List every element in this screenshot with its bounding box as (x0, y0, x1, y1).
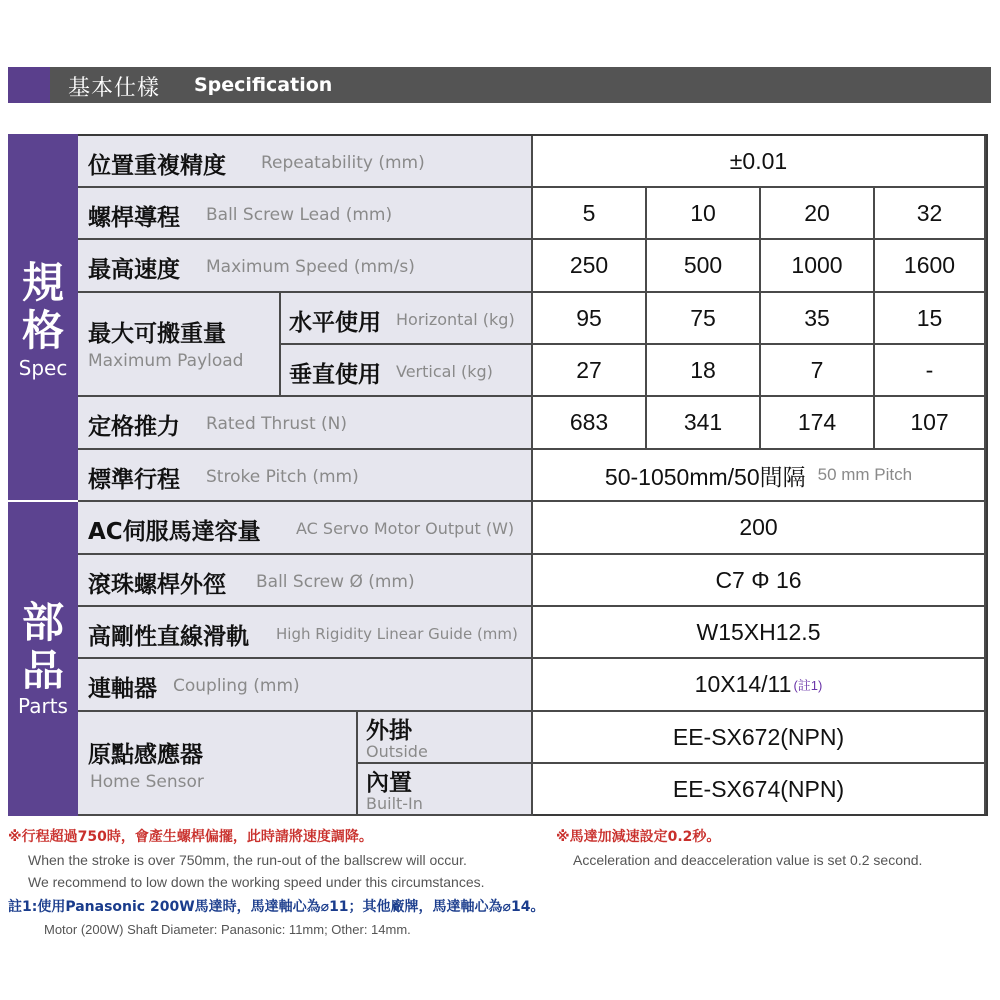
label-repeatability (78, 136, 533, 188)
label-lead (78, 188, 533, 240)
motor-label-zh: AC伺服馬達容量 (88, 519, 261, 545)
horizontal-label-zh: 水平使用 (289, 310, 381, 336)
spec-side-char-1: 規 (21, 258, 64, 307)
value-coupling (533, 659, 986, 712)
note-stroke-en-2: We recommend to low down the working speed under this circumstances. (28, 874, 485, 890)
builtin-label-en: Built-In (366, 794, 423, 813)
banner-title-en: Specification (194, 74, 333, 96)
horizontal-label-en: Horizontal (kg) (396, 310, 515, 329)
value-thrust-3: 174 (761, 397, 875, 450)
value-ball-screw: C7 Φ 16 (533, 555, 986, 607)
value-horizontal-1: 95 (533, 293, 647, 345)
value-horizontal-4: 15 (875, 293, 986, 345)
value-thrust-2: 341 (647, 397, 761, 450)
thrust-label-en: Rated Thrust (N) (206, 414, 348, 434)
label-thrust (78, 397, 533, 450)
value-vertical-4: - (875, 345, 986, 397)
parts-side-label (8, 502, 78, 816)
value-motor: 200 (533, 502, 986, 555)
label-payload-horizontal (281, 293, 533, 345)
builtin-label-zh: 內置 (366, 770, 412, 796)
note-accel-zh: ※馬達加減速設定0.2秒。 (556, 829, 721, 845)
note-1-en: Motor (200W) Shaft Diameter: Panasonic: 11mm; Other: 14mm. (44, 922, 411, 937)
outside-label-zh: 外掛 (366, 718, 412, 744)
value-speed-1: 250 (533, 240, 647, 293)
repeatability-label-en: Repeatability (mm) (261, 153, 425, 173)
sensor-label-zh: 原點感應器 (88, 742, 203, 768)
label-sensor-builtin (358, 764, 533, 816)
value-vertical-2: 18 (647, 345, 761, 397)
thrust-label-zh: 定格推力 (88, 414, 180, 440)
note-1-zh: 註1:使用Panasonic 200W馬達時，馬達軸心為⌀11；其他廠牌，馬達軸心為⌀14。 (8, 899, 545, 915)
value-speed-2: 500 (647, 240, 761, 293)
coupling-label-en: Coupling (mm) (173, 676, 300, 696)
motor-label-en: AC Servo Motor Output (W) (296, 519, 515, 538)
label-motor (78, 502, 533, 555)
sensor-label-en: Home Sensor (90, 772, 204, 792)
label-sensor-outside (358, 712, 533, 764)
value-horizontal-2: 75 (647, 293, 761, 345)
label-coupling (78, 659, 533, 712)
outside-label-en: Outside (366, 742, 428, 761)
parts-side-en: Parts (18, 694, 68, 718)
value-lead-2: 10 (647, 188, 761, 240)
lead-label-en: Ball Screw Lead (mm) (206, 205, 393, 225)
value-sensor-outside: EE-SX672(NPN) (533, 712, 986, 764)
payload-label-zh: 最大可搬重量 (88, 321, 226, 347)
spec-side-label (8, 134, 78, 500)
note-stroke-zh: ※行程超過750時，會產生螺桿偏擺，此時請將速度調降。 (8, 829, 373, 845)
label-payload (78, 293, 281, 397)
label-sensor (78, 712, 358, 816)
parts-side-char-2: 品 (21, 646, 64, 695)
banner-accent (8, 67, 50, 103)
guide-label-en: High Rigidity Linear Guide (mm) (276, 625, 518, 643)
parts-side-char-1: 部 (21, 598, 64, 647)
vertical-label-en: Vertical (kg) (396, 362, 493, 381)
value-lead-3: 20 (761, 188, 875, 240)
spec-header-banner (8, 67, 991, 103)
value-sensor-builtin: EE-SX674(NPN) (533, 764, 986, 814)
value-stroke (533, 450, 986, 502)
label-stroke (78, 450, 533, 502)
value-vertical-3: 7 (761, 345, 875, 397)
banner-title-zh: 基本仕樣 (68, 76, 161, 101)
stroke-value-en: 50 mm Pitch (817, 465, 913, 484)
spec-side-char-2: 格 (21, 306, 64, 355)
payload-label-en: Maximum Payload (88, 351, 244, 371)
value-thrust-1: 683 (533, 397, 647, 450)
value-lead-4: 32 (875, 188, 986, 240)
spec-side-en: Spec (18, 356, 68, 380)
stroke-label-en: Stroke Pitch (mm) (206, 467, 359, 487)
speed-label-zh: 最高速度 (88, 257, 180, 283)
value-repeatability: ±0.01 (533, 136, 986, 188)
value-lead-1: 5 (533, 188, 647, 240)
coupling-value: 10X14/11 (694, 671, 792, 697)
note-stroke-en-1: When the stroke is over 750mm, the run-out of the ballscrew will occur. (28, 852, 467, 868)
lead-label-zh: 螺桿導程 (88, 205, 180, 231)
ball-screw-label-en: Ball Screw Ø (mm) (256, 572, 415, 592)
guide-label-zh: 高剛性直線滑軌 (88, 624, 249, 650)
label-payload-vertical (281, 345, 533, 397)
value-speed-4: 1600 (875, 240, 986, 293)
speed-label-en: Maximum Speed (mm/s) (206, 257, 415, 277)
value-guide: W15XH12.5 (533, 607, 986, 659)
stroke-label-zh: 標準行程 (88, 467, 180, 493)
value-thrust-4: 107 (875, 397, 986, 450)
stroke-value: 50-1050mm/50間隔 (604, 463, 806, 490)
coupling-label-zh: 連軸器 (88, 676, 157, 702)
coupling-note-mark: (註1) (793, 678, 823, 693)
value-horizontal-3: 35 (761, 293, 875, 345)
note-accel-en: Acceleration and deacceleration value is set 0.2 second. (573, 852, 923, 868)
vertical-label-zh: 垂直使用 (289, 362, 381, 388)
value-vertical-1: 27 (533, 345, 647, 397)
label-speed (78, 240, 533, 293)
repeatability-label-zh: 位置重複精度 (88, 153, 226, 179)
label-guide (78, 607, 533, 659)
ball-screw-label-zh: 滾珠螺桿外徑 (88, 572, 226, 598)
label-ball-screw (78, 555, 533, 607)
value-speed-3: 1000 (761, 240, 875, 293)
